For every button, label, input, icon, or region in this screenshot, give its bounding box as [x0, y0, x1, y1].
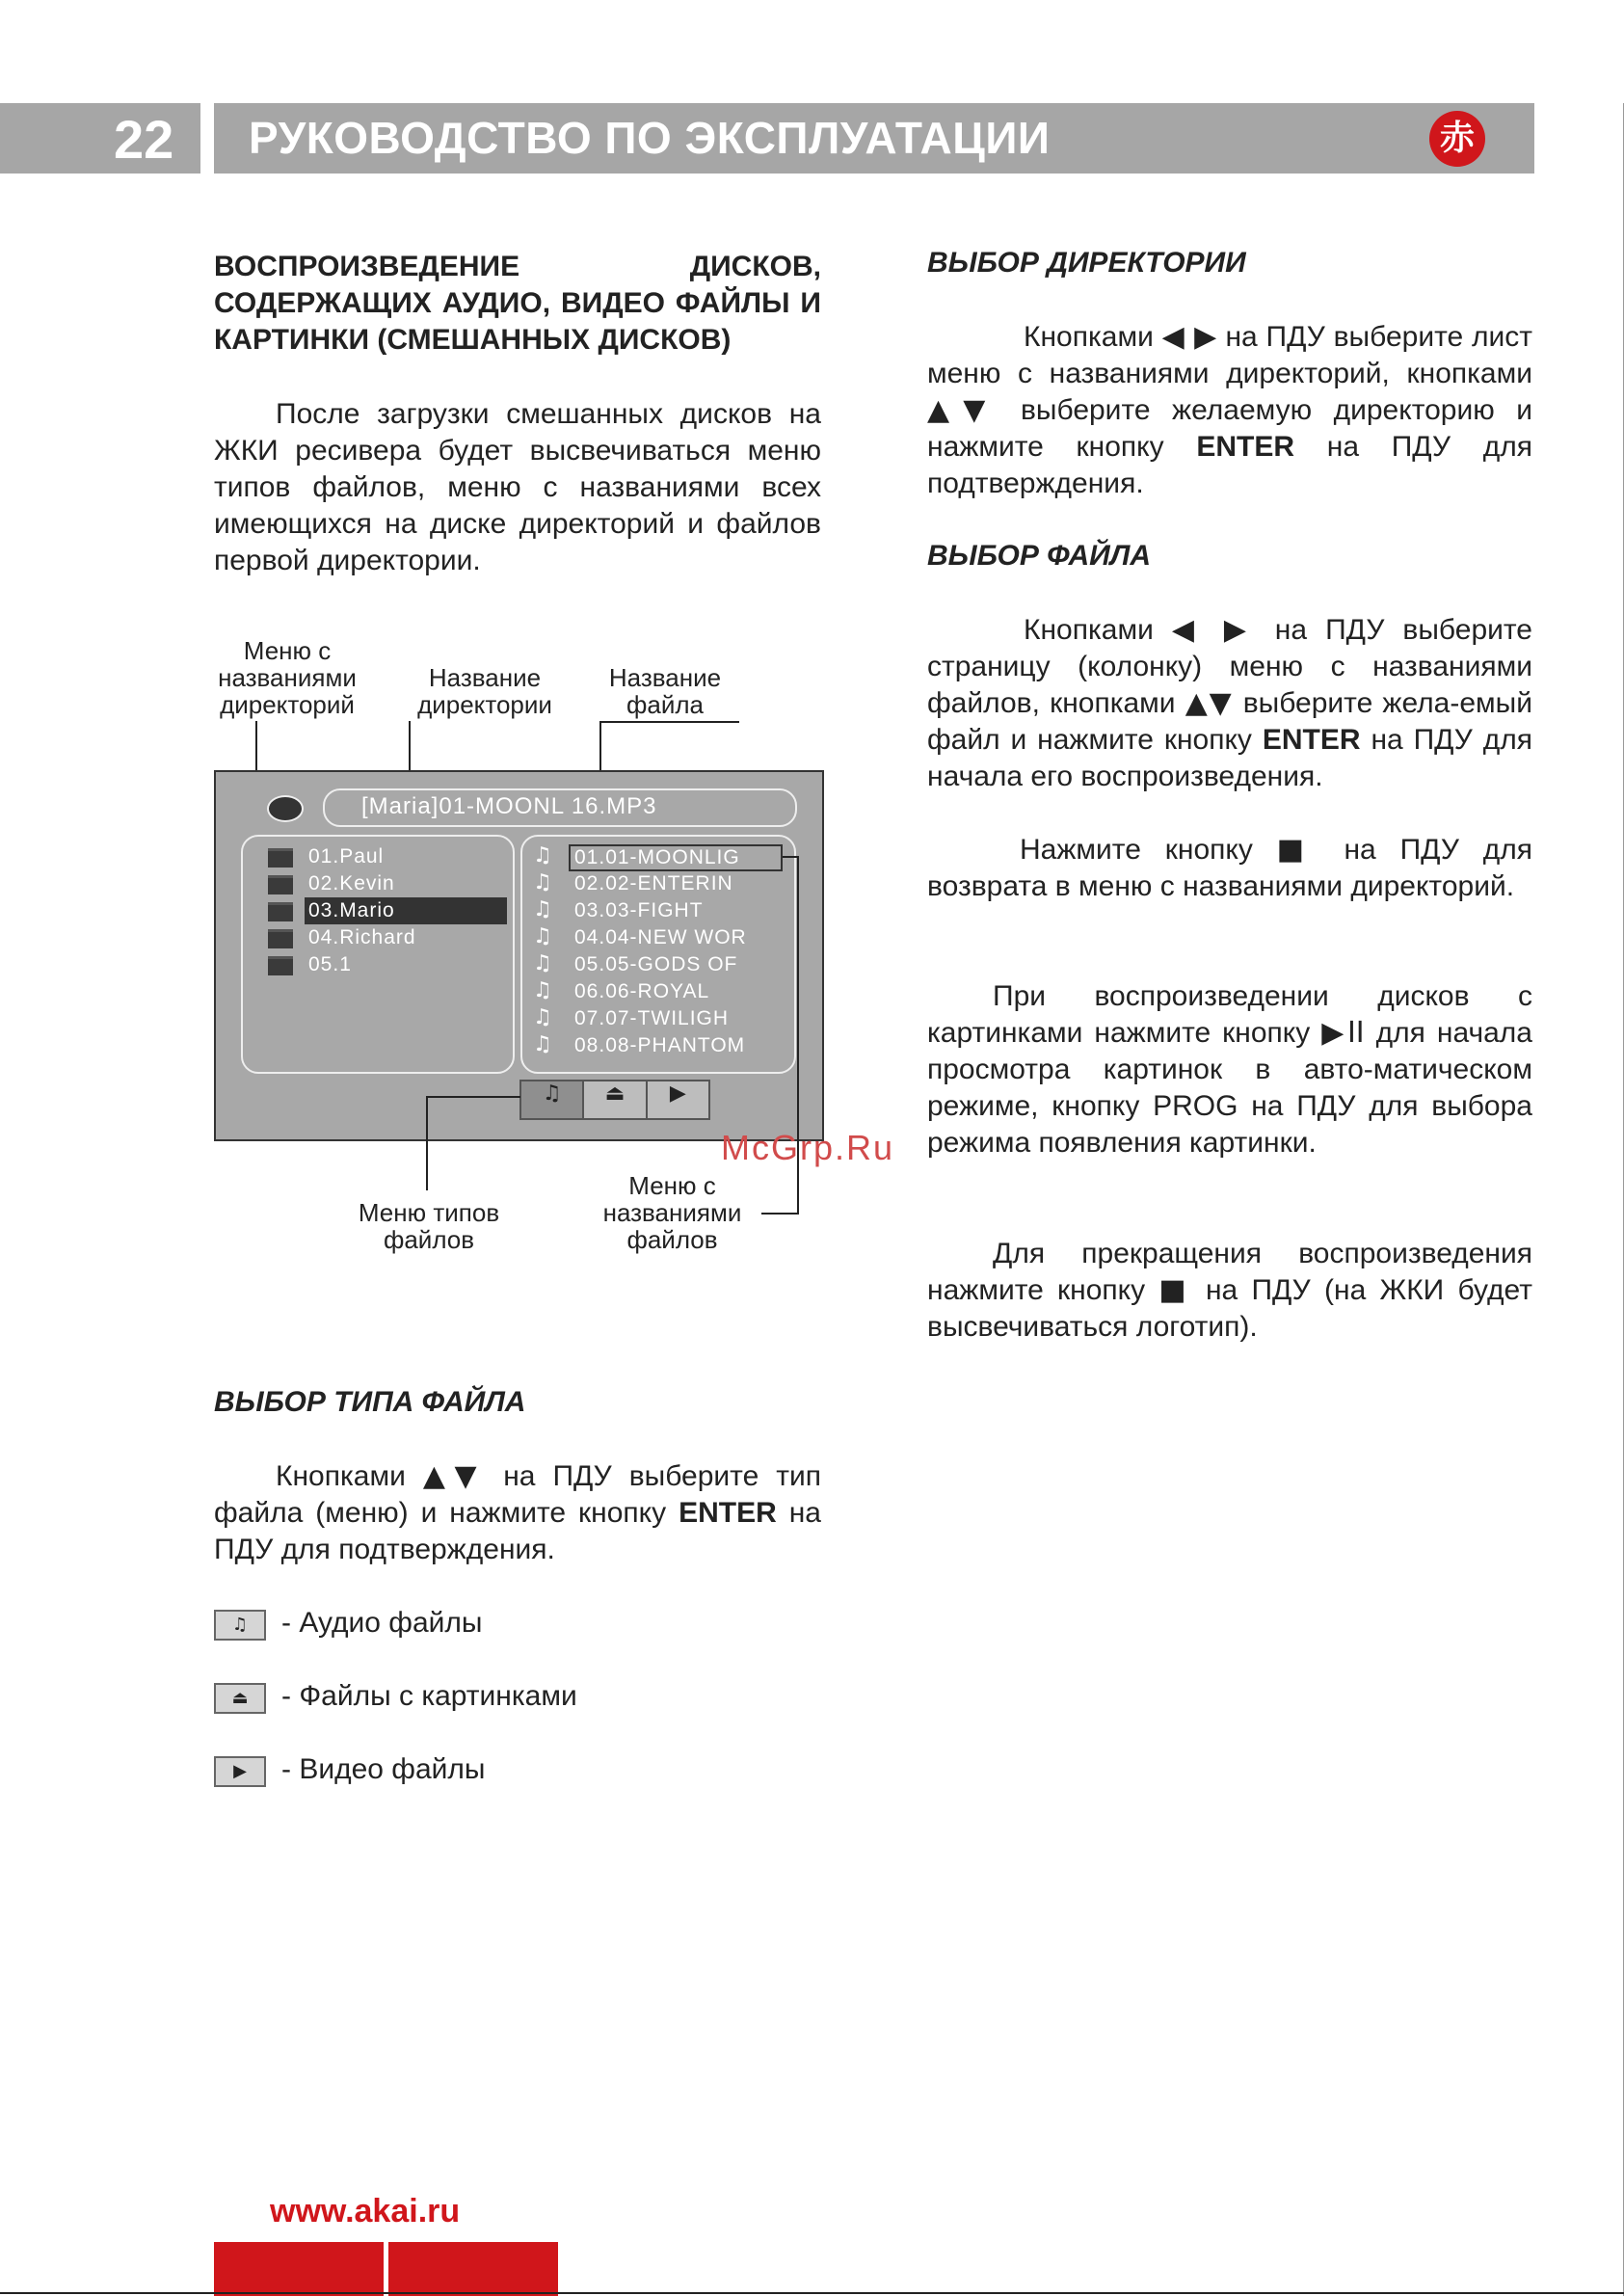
- leader-line: [426, 1096, 428, 1190]
- legend-audio-label: - Аудио файлы: [281, 1607, 483, 1639]
- file-item-selected[interactable]: 01.01-MOONLIG: [569, 844, 783, 871]
- watermark: McGrp.Ru: [721, 1128, 895, 1167]
- stop-paragraph: Нажмите кнопку ■ на ПДУ для возврата в меню с названиями директорий.: [927, 833, 1532, 902]
- music-note-icon: ♫: [533, 1005, 552, 1029]
- leader-line: [426, 1096, 520, 1098]
- music-note-icon: ♫: [533, 897, 552, 921]
- footer-url[interactable]: www.akai.ru: [270, 2193, 461, 2229]
- leader-line: [783, 856, 799, 858]
- music-note-icon: ♫: [533, 924, 552, 948]
- pictures-paragraph: При воспроизведении дисков с картинками нажмите кнопку ▶II для начала просмотра картинок в авто-матическом режиме, кнопку PROG на ПДУ для выбора режима появления картинки.: [927, 980, 1532, 1159]
- now-playing-title: [Maria]01-MOONL 16.MP3: [361, 793, 657, 819]
- title-bar: [323, 788, 797, 827]
- tab-pictures-icon[interactable]: ⏏: [584, 1081, 647, 1118]
- legend-pictures-label: - Файлы с картинками: [281, 1680, 577, 1712]
- label-file-name: Название файла: [608, 663, 722, 719]
- disc-icon: [267, 795, 304, 822]
- folder-icon: [268, 902, 293, 921]
- file-item[interactable]: 02.02-ENTERIN: [574, 872, 733, 894]
- legend-video-label: - Видео файлы: [281, 1753, 486, 1785]
- tab-video-icon[interactable]: ▶: [669, 1081, 686, 1106]
- footer-rule: [0, 2292, 1624, 2294]
- heading-file-select: ВЫБОР ФАЙЛА: [927, 540, 1151, 572]
- label-directory-name: Название директории: [417, 663, 552, 719]
- heading-directory-select: ВЫБОР ДИРЕКТОРИИ: [927, 247, 1246, 279]
- leader-line: [599, 721, 739, 723]
- page-number: 22: [114, 109, 174, 170]
- end-playback-paragraph: Для прекращения воспроизведения нажмите кнопку ■ на ПДУ (на ЖКИ будет высвечиваться логотип).: [927, 1238, 1532, 1343]
- folder-icon: [268, 929, 293, 948]
- video-type-icon: ▶: [214, 1756, 266, 1787]
- directory-item[interactable]: 02.Kevin: [308, 872, 395, 894]
- file-item[interactable]: 05.05-GODS OF: [574, 953, 738, 975]
- pictures-type-icon: ⏏: [214, 1683, 266, 1714]
- file-type-paragraph: Кнопками ▲▼ на ПДУ выберите тип файла (меню) и нажмите кнопку ENTER на ПДУ для подтверждения.: [214, 1459, 821, 1565]
- brand-logo-icon: 赤: [1429, 111, 1485, 167]
- label-directory-menu: Меню с названиями директорий: [218, 636, 357, 719]
- music-note-icon: ♫: [533, 951, 552, 975]
- tab-audio-icon[interactable]: ♫: [521, 1081, 584, 1118]
- file-item[interactable]: 03.03-FIGHT: [574, 899, 704, 921]
- header-title: РУКОВОДСТВО ПО ЭКСПЛУАТАЦИИ: [249, 113, 1051, 163]
- music-note-icon: ♫: [533, 978, 552, 1002]
- file-item[interactable]: 08.08-PHANTOM: [574, 1034, 746, 1056]
- folder-icon: [268, 956, 293, 975]
- section-heading-mixed-discs: ВОСПРОИЗВЕДЕНИЕ ДИСКОВ, СОДЕРЖАЩИХ АУДИО, ВИДЕО ФАЙЛЫ И КАРТИНКИ (СМЕШАННЫХ ДИСКОВ): [214, 251, 821, 356]
- file-item[interactable]: 06.06-ROYAL: [574, 980, 710, 1002]
- page-number-band: [0, 103, 200, 174]
- file-type-tabs: [519, 1080, 710, 1120]
- directory-item[interactable]: 04.Richard: [308, 926, 416, 948]
- file-item[interactable]: 04.04-NEW WOR: [574, 926, 747, 948]
- folder-icon: [268, 848, 293, 868]
- directory-item[interactable]: 01.Paul: [308, 845, 385, 868]
- directory-item-selected[interactable]: 03.Mario: [305, 897, 507, 924]
- audio-type-icon: ♫: [214, 1610, 266, 1641]
- label-file-menu: Меню с названиями файлов: [602, 1171, 742, 1254]
- directory-item[interactable]: 05.1: [308, 953, 352, 975]
- directory-select-paragraph: Кнопками ◀ ▶ на ПДУ выберите лист меню с названиями директорий, кнопками ▲▼ выберите желаемую директорию и нажмите кнопку ENTER на ПДУ для подтверждения.: [927, 320, 1532, 499]
- header-bar: [214, 103, 1534, 174]
- intro-paragraph: После загрузки смешанных дисков на ЖКИ ресивера будет высвечиваться меню типов файлов, меню с названиями всех имеющихся на диске директорий и файлов первой директории.: [214, 398, 821, 576]
- heading-file-type: ВЫБОР ТИПА ФАЙЛА: [214, 1386, 526, 1418]
- music-note-icon: ♫: [533, 870, 552, 894]
- folder-icon: [268, 875, 293, 894]
- footer-block: [388, 2242, 558, 2296]
- footer-block: [214, 2242, 384, 2296]
- music-note-icon: ♫: [533, 1032, 552, 1056]
- leader-line: [761, 1213, 799, 1215]
- label-file-type-menu: Меню типов файлов: [358, 1198, 500, 1254]
- music-note-icon: ♫: [533, 843, 552, 868]
- file-select-paragraph: Кнопками ◀ ▶ на ПДУ выберите страницу (колонку) меню с названиями файлов, кнопками ▲▼ выберите жела-емый файл и нажмите кнопку ENTER на ПДУ для начала его воспроизведения.: [927, 613, 1533, 792]
- file-item[interactable]: 07.07-TWILIGH: [574, 1007, 730, 1029]
